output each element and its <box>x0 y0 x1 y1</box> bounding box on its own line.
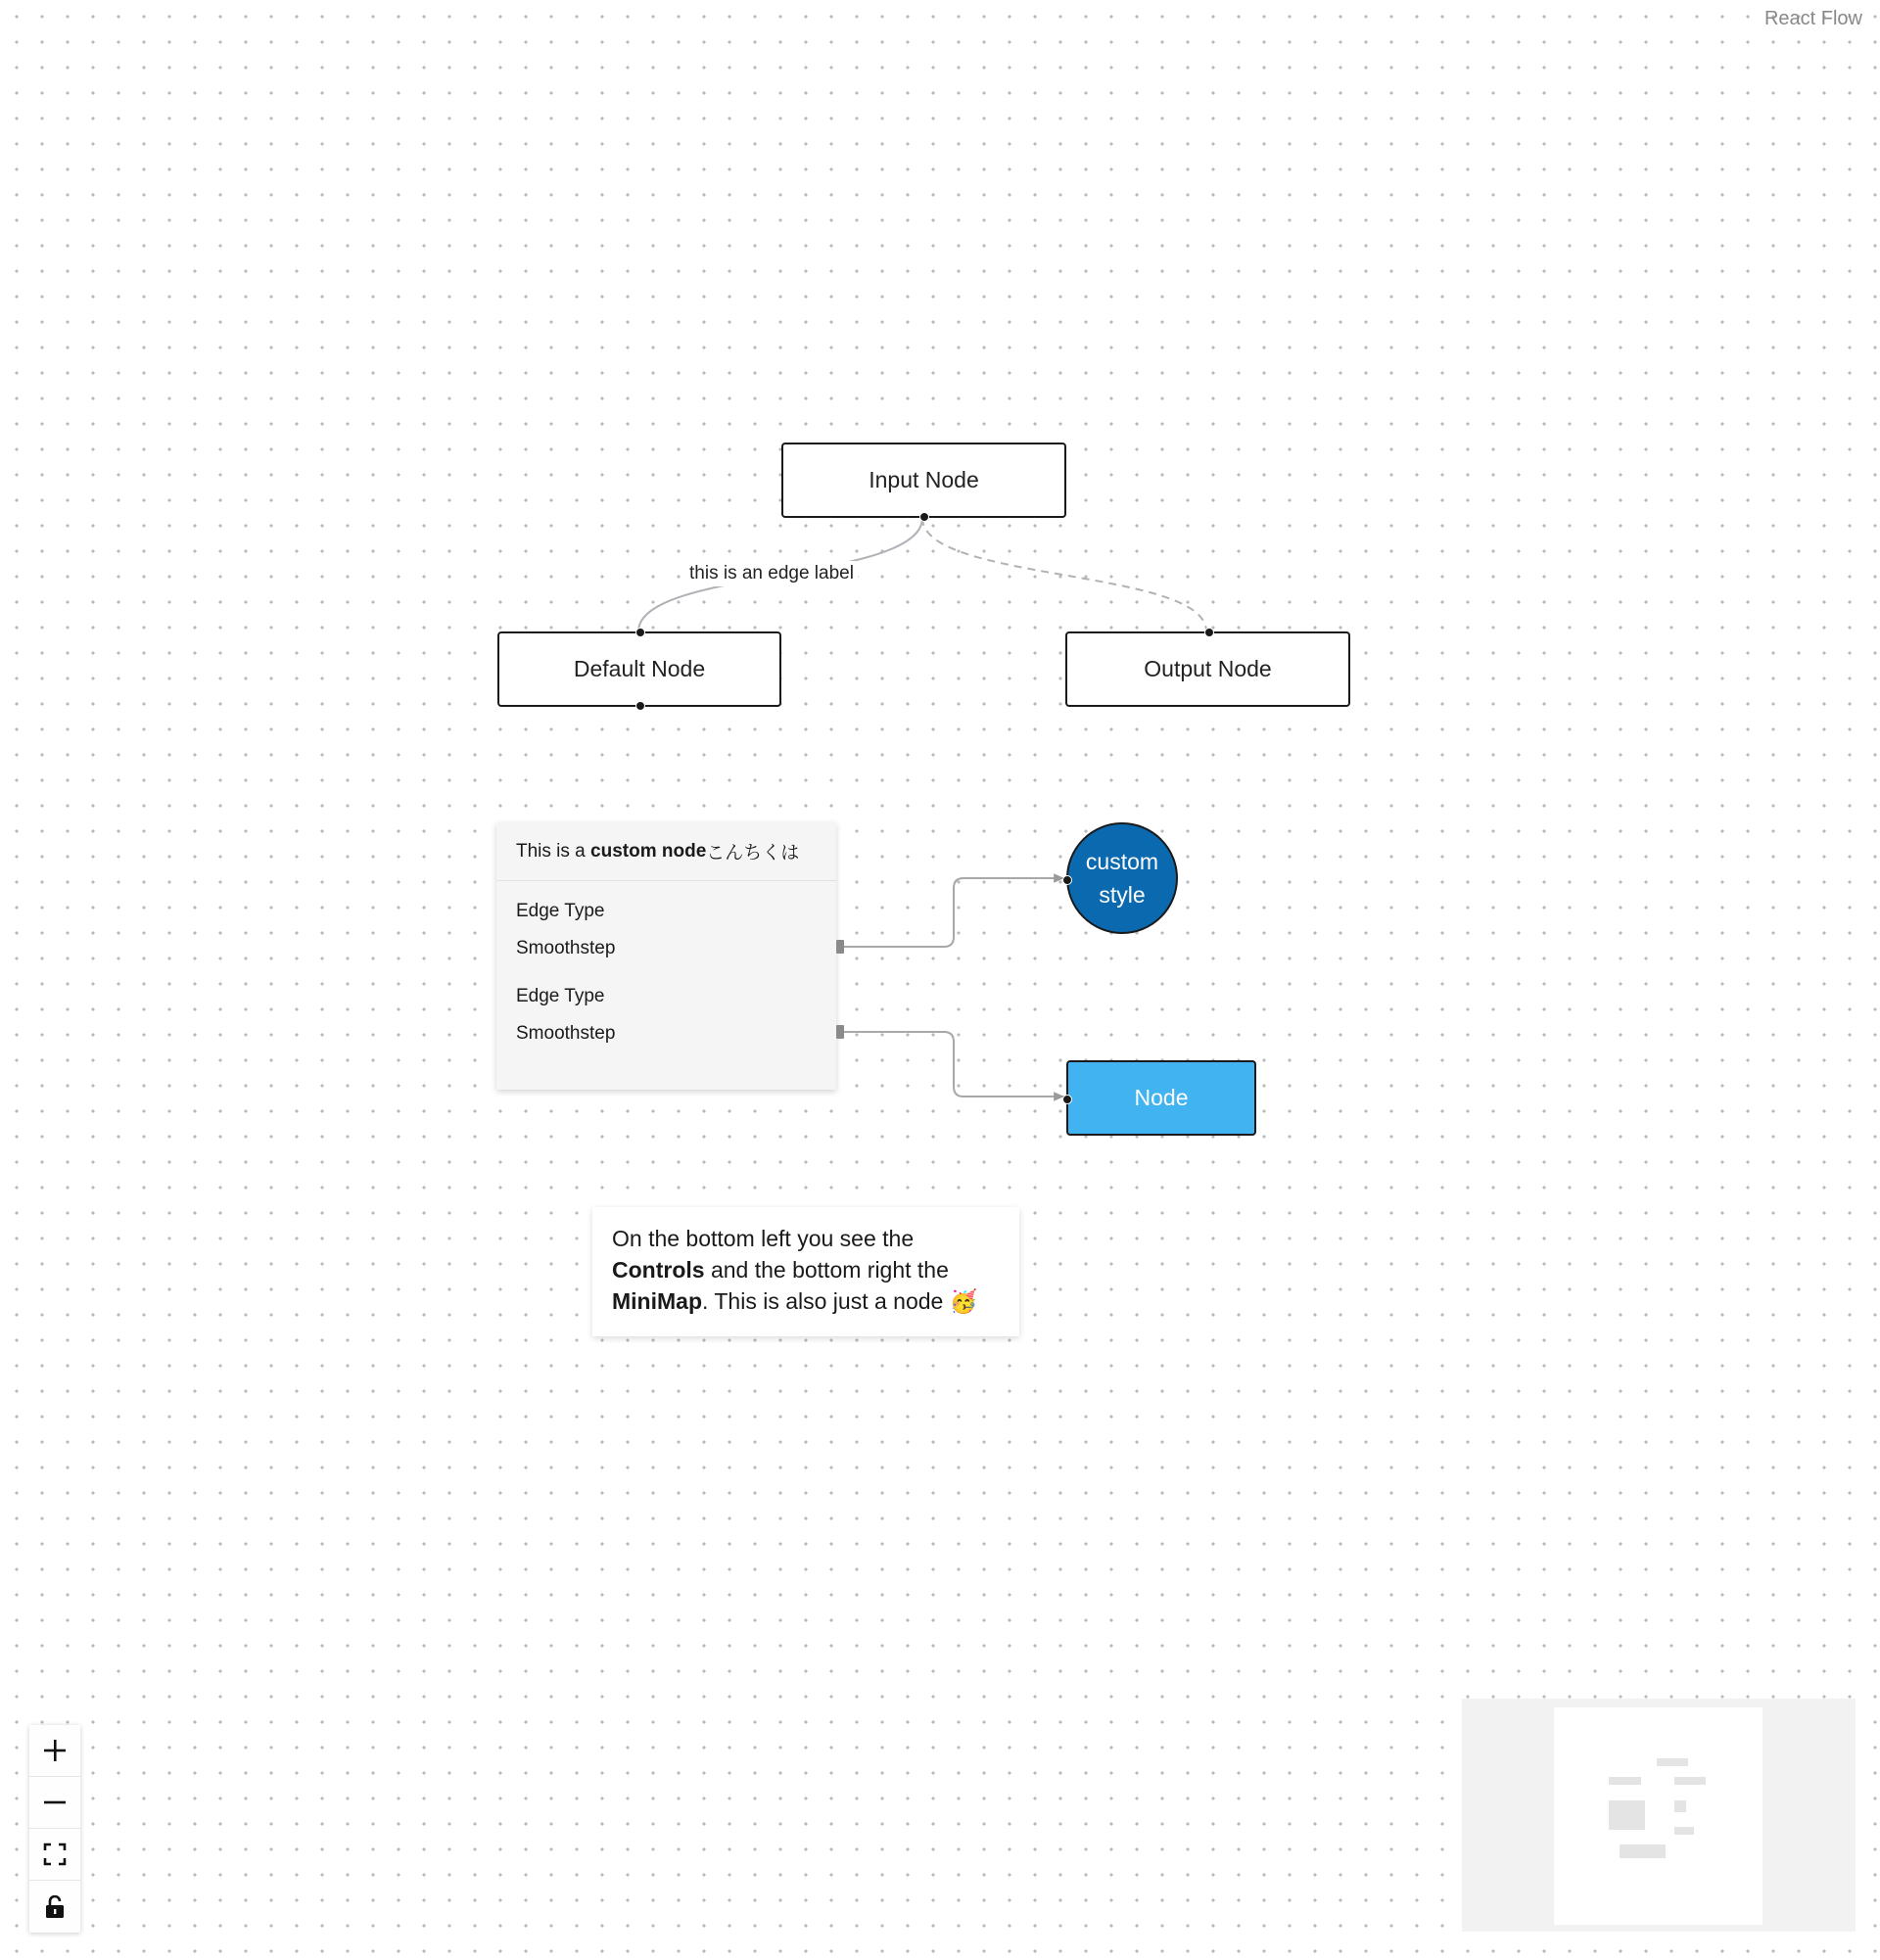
annotation-line-3 <box>612 1285 1000 1317</box>
annotation-line-2 <box>612 1254 1000 1285</box>
output-node-target-handle[interactable] <box>1204 628 1214 637</box>
blue-node[interactable] <box>1066 1060 1256 1136</box>
edge-type-label-2: Edge Type <box>516 986 605 1006</box>
input-node-source-handle[interactable] <box>919 512 929 522</box>
annotation-node[interactable] <box>592 1207 1019 1336</box>
minus-icon <box>42 1790 68 1815</box>
output-node[interactable] <box>1065 631 1350 707</box>
annotation-line-2-rest: and the bottom right the <box>704 1257 949 1283</box>
minimap-node-annotation <box>1620 1844 1666 1858</box>
fit-view-icon <box>43 1843 67 1866</box>
edge-type-value-1[interactable]: Smoothstep <box>516 938 616 958</box>
custom-node-title-prefix: This is a <box>516 840 591 862</box>
annotation-controls-bold: Controls <box>612 1257 705 1283</box>
blue-node-label: Node <box>1134 1085 1189 1110</box>
minimap-node-blue <box>1674 1827 1694 1835</box>
custom-node-header <box>496 822 836 881</box>
edge-type-value-2[interactable]: Smoothstep <box>516 1023 616 1044</box>
minimap-canvas <box>1462 1699 1856 1932</box>
default-node[interactable] <box>497 631 781 707</box>
custom-node[interactable] <box>496 822 836 1090</box>
output-node-label: Output Node <box>1144 656 1272 681</box>
unlock-icon <box>44 1895 66 1919</box>
edge-label: this is an edge label <box>685 561 858 586</box>
custom-node-source-handle-b[interactable] <box>836 1025 844 1039</box>
controls-panel <box>29 1725 80 1933</box>
default-node-source-handle[interactable] <box>635 701 645 711</box>
custom-style-line-1: custom <box>1085 849 1159 874</box>
custom-node-title-bold: custom node <box>590 840 707 862</box>
zoom-out-button[interactable] <box>29 1777 80 1829</box>
custom-style-node-label <box>1086 845 1158 911</box>
minimap-node-default <box>1609 1777 1641 1785</box>
custom-node-source-handle-a[interactable] <box>836 940 844 954</box>
minimap-node-input <box>1657 1758 1688 1766</box>
minimap[interactable] <box>1462 1699 1856 1932</box>
input-node[interactable] <box>781 443 1066 518</box>
custom-style-node-target-handle[interactable] <box>1062 875 1072 885</box>
edge-input-to-output[interactable] <box>922 518 1206 631</box>
custom-style-line-2: style <box>1099 882 1146 908</box>
fit-view-button[interactable] <box>29 1829 80 1881</box>
minimap-node-output <box>1674 1777 1706 1785</box>
default-node-label: Default Node <box>573 656 706 681</box>
default-node-target-handle[interactable] <box>635 628 645 637</box>
annotation-minimap-bold: MiniMap <box>612 1288 702 1314</box>
annotation-line-1: On the bottom left you see the <box>612 1226 915 1251</box>
edge-custom-to-node[interactable] <box>844 1032 1064 1097</box>
lock-button[interactable] <box>29 1881 80 1933</box>
input-node-label: Input Node <box>869 467 979 492</box>
minimap-node-circle <box>1674 1800 1686 1812</box>
blue-node-target-handle[interactable] <box>1062 1095 1072 1104</box>
plus-icon <box>42 1738 68 1763</box>
edge-type-label-1: Edge Type <box>516 901 605 921</box>
edge-custom-to-circle[interactable] <box>844 878 1064 947</box>
react-flow-attribution[interactable]: React Flow <box>1763 8 1862 29</box>
custom-style-node[interactable] <box>1066 822 1178 934</box>
annotation-line-3-rest: . This is also just a node 🥳 <box>702 1288 978 1314</box>
minimap-viewport[interactable] <box>1554 1707 1762 1925</box>
custom-node-title-suffix: こんちくは <box>706 843 800 863</box>
zoom-in-button[interactable] <box>29 1725 80 1777</box>
minimap-node-custom <box>1609 1800 1645 1830</box>
